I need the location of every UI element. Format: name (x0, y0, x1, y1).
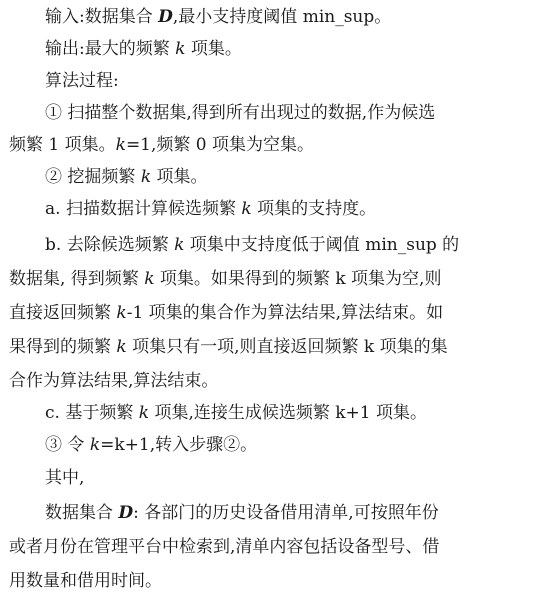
input-line-pre: 输入:数据集合 (45, 7, 159, 27)
step1-cont-post: =1,频繁 0 项集为空集。 (125, 135, 315, 155)
substep-b-post: 项集中支持度低于阈值 min_sup 的 (184, 235, 460, 255)
substep-b-cont-1-post: 项集。如果得到的频繁 k 项集为空,则 (154, 269, 442, 289)
output-line-post: 项集。 (185, 39, 242, 59)
substep-b-cont-4: 合作为算法结果,算法结束。 (9, 371, 219, 391)
dataset-symbol: D (158, 7, 173, 27)
substep-c-post: 项集,连接生成候选频繁 k+1 项集。 (149, 403, 428, 423)
k-symbol: k (174, 235, 185, 255)
substep-b-pre: b. 去除候选频繁 (45, 235, 175, 255)
substep-b-cont-3-pre: 果得到的频繁 (9, 337, 117, 357)
substep-b-cont-3-post: 项集只有一项,则直接返回频繁 k 项集的集 (126, 337, 448, 357)
dataset-definition-line (45, 497, 529, 529)
dataset-definition-cont-2: 用数量和借用时间。 (9, 571, 162, 591)
step1-cont-pre: 频繁 1 项集。 (9, 135, 116, 155)
k-symbol: k (138, 403, 150, 423)
k-symbol: k (241, 199, 252, 219)
k-symbol: k (116, 337, 127, 357)
substep-c-pre: c. 基于频繁 (45, 403, 139, 423)
substep-b-cont-1-pre: 数据集, 得到频繁 (9, 269, 145, 289)
k-symbol: k (140, 167, 152, 187)
substep-c-line (45, 397, 529, 429)
step3-post: =k+1,转入步骤②。 (100, 435, 258, 455)
step3-pre: ③ 令 (45, 435, 90, 455)
substep-a-pre: a. 扫描数据计算候选频繁 (45, 199, 242, 219)
where-line: 其中, (45, 468, 85, 488)
substep-b-cont-1 (9, 263, 529, 295)
substep-b-line (45, 229, 529, 261)
substep-a-post: 项集的支持度。 (251, 199, 377, 219)
step3-line (45, 429, 529, 461)
substep-b-cont-3 (9, 331, 529, 363)
algorithm-heading: 算法过程: (45, 71, 119, 91)
step2-pre: ② 挖掘频繁 (45, 167, 141, 187)
k-symbol: k (175, 39, 186, 59)
k-symbol: k (89, 435, 101, 455)
step1-continuation (9, 129, 529, 161)
output-line (45, 33, 529, 65)
step2-post: 项集。 (151, 167, 208, 187)
substep-a-line (45, 193, 529, 225)
input-line-post: ,最小支持度阈值 min_sup。 (172, 7, 392, 27)
dataset-definition-pre: 数据集合 (45, 503, 119, 523)
substep-b-cont-2-pre: 直接返回频繁 (9, 303, 117, 323)
k-symbol: k (144, 269, 155, 289)
step2-line (45, 161, 529, 193)
input-line (45, 1, 529, 33)
step1-line: ① 扫描整个数据集,得到所有出现过的数据,作为候选 (45, 103, 436, 123)
dataset-definition-post: : 各部门的历史设备借用清单,可按照年份 (133, 503, 439, 523)
dataset-definition-cont-1: 或者月份在管理平台中检索到,清单内容包括设备型号、借 (9, 537, 440, 557)
substep-b-cont-2-post: -1 项集的集合作为算法结果,算法结束。如 (126, 303, 444, 323)
k-symbol: k (115, 135, 126, 155)
dataset-symbol: D (118, 503, 134, 523)
k-symbol: k (116, 303, 127, 323)
output-line-pre: 输出:最大的频繁 (45, 39, 176, 59)
substep-b-cont-2 (9, 297, 529, 329)
